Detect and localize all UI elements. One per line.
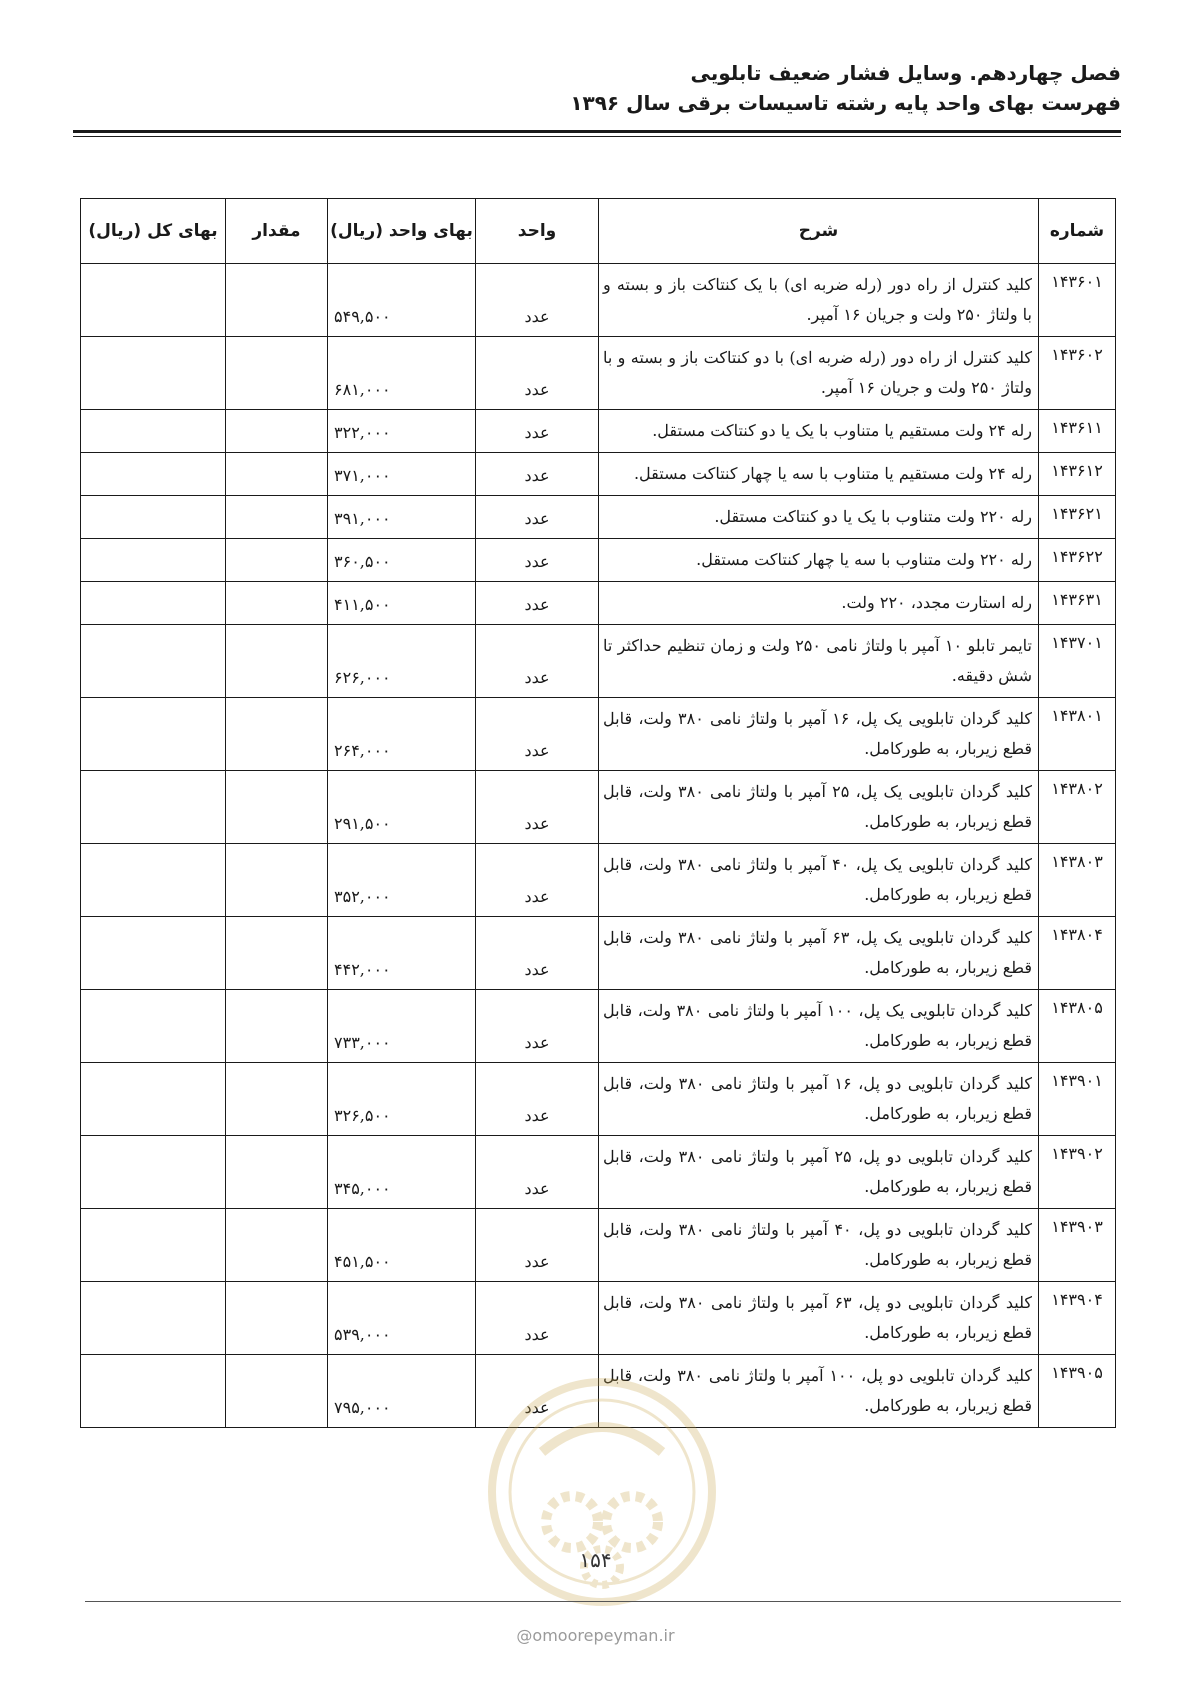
row-description: کلید گردان تابلویی دو پل، ۶۳ آمپر با ولتاژ نامی ۳۸۰ ولت، قابل قطع زیربار، به طورکامل. xyxy=(599,1282,1039,1355)
row-quantity xyxy=(226,337,328,410)
row-number: ۱۴۳۹۰۵ xyxy=(1039,1355,1116,1428)
row-number: ۱۴۳۶۰۱ xyxy=(1039,264,1116,337)
table-row xyxy=(81,1063,1116,1136)
row-unit: عدد xyxy=(476,844,599,917)
header-rule-thin xyxy=(73,136,1121,137)
row-unit-price: ۵۴۹,۵۰۰ xyxy=(328,264,476,337)
page-number: ۱۵۴ xyxy=(579,1548,612,1572)
row-number: ۱۴۳۹۰۱ xyxy=(1039,1063,1116,1136)
row-total-price xyxy=(81,625,226,698)
row-total-price xyxy=(81,771,226,844)
row-number: ۱۴۳۷۰۱ xyxy=(1039,625,1116,698)
row-number: ۱۴۳۸۰۱ xyxy=(1039,698,1116,771)
row-unit-price: ۴۵۱,۵۰۰ xyxy=(328,1209,476,1282)
row-quantity xyxy=(226,410,328,453)
row-quantity xyxy=(226,990,328,1063)
row-unit: عدد xyxy=(476,1282,599,1355)
row-unit-price: ۴۱۱,۵۰۰ xyxy=(328,582,476,625)
row-unit: عدد xyxy=(476,1355,599,1428)
row-unit: عدد xyxy=(476,582,599,625)
row-number: ۱۴۳۶۳۱ xyxy=(1039,582,1116,625)
row-quantity xyxy=(226,1355,328,1428)
row-total-price xyxy=(81,496,226,539)
table-row xyxy=(81,1282,1116,1355)
row-unit-price: ۳۵۲,۰۰۰ xyxy=(328,844,476,917)
row-unit-price: ۳۲۶,۵۰۰ xyxy=(328,1063,476,1136)
row-quantity xyxy=(226,1209,328,1282)
row-description: کلید گردان تابلویی یک پل، ۱۰۰ آمپر با ولتاژ نامی ۳۸۰ ولت، قابل قطع زیربار، به طورکامل. xyxy=(599,990,1039,1063)
row-description: کلید گردان تابلویی یک پل، ۶۳ آمپر با ولتاژ نامی ۳۸۰ ولت، قابل قطع زیربار، به طورکامل. xyxy=(599,917,1039,990)
row-quantity xyxy=(226,698,328,771)
row-unit: عدد xyxy=(476,337,599,410)
row-unit-price: ۳۹۱,۰۰۰ xyxy=(328,496,476,539)
row-quantity xyxy=(226,264,328,337)
row-unit-price: ۲۹۱,۵۰۰ xyxy=(328,771,476,844)
row-unit-price: ۳۲۲,۰۰۰ xyxy=(328,410,476,453)
row-unit: عدد xyxy=(476,539,599,582)
table-row xyxy=(81,337,1116,410)
row-unit-price: ۳۶۰,۵۰۰ xyxy=(328,539,476,582)
row-total-price xyxy=(81,410,226,453)
table-row xyxy=(81,990,1116,1063)
row-total-price xyxy=(81,990,226,1063)
row-total-price xyxy=(81,264,226,337)
table-row xyxy=(81,453,1116,496)
header-description: شرح xyxy=(599,199,1039,264)
row-description: رله ۲۲۰ ولت متناوب با یک یا دو کنتاکت مستقل. xyxy=(599,496,1039,539)
page-header xyxy=(70,58,1121,118)
row-total-price xyxy=(81,1209,226,1282)
row-unit-price: ۵۳۹,۰۰۰ xyxy=(328,1282,476,1355)
row-description: رله ۲۴ ولت مستقیم یا متناوب با سه یا چهار کنتاکت مستقل. xyxy=(599,453,1039,496)
row-unit: عدد xyxy=(476,917,599,990)
row-total-price xyxy=(81,582,226,625)
row-number: ۱۴۳۶۱۲ xyxy=(1039,453,1116,496)
row-total-price xyxy=(81,1136,226,1209)
footer-rule xyxy=(85,1601,1121,1602)
row-unit: عدد xyxy=(476,625,599,698)
row-number: ۱۴۳۹۰۴ xyxy=(1039,1282,1116,1355)
header-unit-price: بهای واحد (ریال) xyxy=(328,199,476,264)
row-number: ۱۴۳۹۰۳ xyxy=(1039,1209,1116,1282)
row-quantity xyxy=(226,917,328,990)
table-row xyxy=(81,582,1116,625)
row-unit: عدد xyxy=(476,496,599,539)
row-quantity xyxy=(226,1063,328,1136)
row-unit-price: ۷۹۵,۰۰۰ xyxy=(328,1355,476,1428)
table-row xyxy=(81,496,1116,539)
table-body xyxy=(81,264,1116,1428)
table-row xyxy=(81,625,1116,698)
row-unit-price: ۷۳۳,۰۰۰ xyxy=(328,990,476,1063)
chapter-title: فصل چهاردهم. وسایل فشار ضعیف تابلویی xyxy=(690,61,1121,85)
row-quantity xyxy=(226,582,328,625)
row-total-price xyxy=(81,1282,226,1355)
table-row xyxy=(81,410,1116,453)
row-total-price xyxy=(81,453,226,496)
row-unit: عدد xyxy=(476,1136,599,1209)
row-unit-price: ۶۲۶,۰۰۰ xyxy=(328,625,476,698)
table-row xyxy=(81,771,1116,844)
row-quantity xyxy=(226,1282,328,1355)
row-quantity xyxy=(226,844,328,917)
row-description: کلید گردان تابلویی یک پل، ۲۵ آمپر با ولتاژ نامی ۳۸۰ ولت، قابل قطع زیربار، به طورکامل. xyxy=(599,771,1039,844)
row-description: کلید گردان تابلویی دو پل، ۱۰۰ آمپر با ولتاژ نامی ۳۸۰ ولت، قابل قطع زیربار، به طورکامل. xyxy=(599,1355,1039,1428)
table-row xyxy=(81,917,1116,990)
row-description: کلید گردان تابلویی دو پل، ۴۰ آمپر با ولتاژ نامی ۳۸۰ ولت، قابل قطع زیربار، به طورکامل. xyxy=(599,1209,1039,1282)
footer-site-label: @omoorepeyman.ir xyxy=(516,1626,675,1645)
row-description: کلید گردان تابلویی یک پل، ۱۶ آمپر با ولتاژ نامی ۳۸۰ ولت، قابل قطع زیربار، به طورکامل. xyxy=(599,698,1039,771)
row-unit: عدد xyxy=(476,771,599,844)
row-unit: عدد xyxy=(476,264,599,337)
table-row xyxy=(81,1209,1116,1282)
row-total-price xyxy=(81,1063,226,1136)
table-row xyxy=(81,539,1116,582)
row-total-price xyxy=(81,917,226,990)
row-description: رله ۲۴ ولت مستقیم یا متناوب با یک یا دو کنتاکت مستقل. xyxy=(599,410,1039,453)
row-description: رله ۲۲۰ ولت متناوب با سه یا چهار کنتاکت مستقل. xyxy=(599,539,1039,582)
price-table xyxy=(80,198,1116,1428)
row-description: کلید گردان تابلویی دو پل، ۱۶ آمپر با ولتاژ نامی ۳۸۰ ولت، قابل قطع زیربار، به طورکامل. xyxy=(599,1063,1039,1136)
header-number: شماره xyxy=(1039,199,1116,264)
row-unit: عدد xyxy=(476,1063,599,1136)
row-unit-price: ۴۴۲,۰۰۰ xyxy=(328,917,476,990)
row-total-price xyxy=(81,337,226,410)
row-number: ۱۴۳۸۰۴ xyxy=(1039,917,1116,990)
row-description: تایمر تابلو ۱۰ آمپر با ولتاژ نامی ۲۵۰ ولت و زمان تنظیم حداکثر تا شش دقیقه. xyxy=(599,625,1039,698)
table-row xyxy=(81,844,1116,917)
row-quantity xyxy=(226,539,328,582)
row-number: ۱۴۳۸۰۵ xyxy=(1039,990,1116,1063)
row-unit: عدد xyxy=(476,410,599,453)
table-row xyxy=(81,1136,1116,1209)
header-total-price: بهای کل (ریال) xyxy=(81,199,226,264)
table-header-row xyxy=(81,199,1116,264)
row-unit-price: ۶۸۱,۰۰۰ xyxy=(328,337,476,410)
row-unit-price: ۳۷۱,۰۰۰ xyxy=(328,453,476,496)
row-total-price xyxy=(81,844,226,917)
table-row xyxy=(81,1355,1116,1428)
row-description: رله استارت مجدد، ۲۲۰ ولت. xyxy=(599,582,1039,625)
table-row xyxy=(81,264,1116,337)
row-unit-price: ۲۶۴,۰۰۰ xyxy=(328,698,476,771)
document-subtitle: فهرست بهای واحد پایه رشته تاسیسات برقی سال ۱۳۹۶ xyxy=(570,91,1121,115)
row-description: کلید گردان تابلویی دو پل، ۲۵ آمپر با ولتاژ نامی ۳۸۰ ولت، قابل قطع زیربار، به طورکامل. xyxy=(599,1136,1039,1209)
header-quantity: مقدار xyxy=(226,199,328,264)
table-row xyxy=(81,698,1116,771)
row-unit-price: ۳۴۵,۰۰۰ xyxy=(328,1136,476,1209)
row-number: ۱۴۳۶۲۲ xyxy=(1039,539,1116,582)
row-number: ۱۴۳۶۲۱ xyxy=(1039,496,1116,539)
row-number: ۱۴۳۸۰۳ xyxy=(1039,844,1116,917)
row-description: کلید گردان تابلویی یک پل، ۴۰ آمپر با ولتاژ نامی ۳۸۰ ولت، قابل قطع زیربار، به طورکامل. xyxy=(599,844,1039,917)
row-quantity xyxy=(226,1136,328,1209)
row-total-price xyxy=(81,539,226,582)
row-description: کلید کنترل از راه دور (رله ضربه ای) با یک کنتاکت باز و بسته و با ولتاژ ۲۵۰ ولت و جریان ۱۶ آمپر. xyxy=(599,264,1039,337)
header-rule-thick xyxy=(73,130,1121,133)
row-description: کلید کنترل از راه دور (رله ضربه ای) با دو کنتاکت باز و بسته و با ولتاژ ۲۵۰ ولت و جریان ۱۶ آمپر. xyxy=(599,337,1039,410)
row-unit: عدد xyxy=(476,1209,599,1282)
row-quantity xyxy=(226,625,328,698)
row-quantity xyxy=(226,496,328,539)
row-total-price xyxy=(81,1355,226,1428)
row-unit: عدد xyxy=(476,698,599,771)
row-quantity xyxy=(226,453,328,496)
row-number: ۱۴۳۹۰۲ xyxy=(1039,1136,1116,1209)
row-number: ۱۴۳۸۰۲ xyxy=(1039,771,1116,844)
header-unit: واحد xyxy=(476,199,599,264)
row-unit: عدد xyxy=(476,453,599,496)
row-number: ۱۴۳۶۱۱ xyxy=(1039,410,1116,453)
row-quantity xyxy=(226,771,328,844)
row-unit: عدد xyxy=(476,990,599,1063)
row-total-price xyxy=(81,698,226,771)
row-number: ۱۴۳۶۰۲ xyxy=(1039,337,1116,410)
